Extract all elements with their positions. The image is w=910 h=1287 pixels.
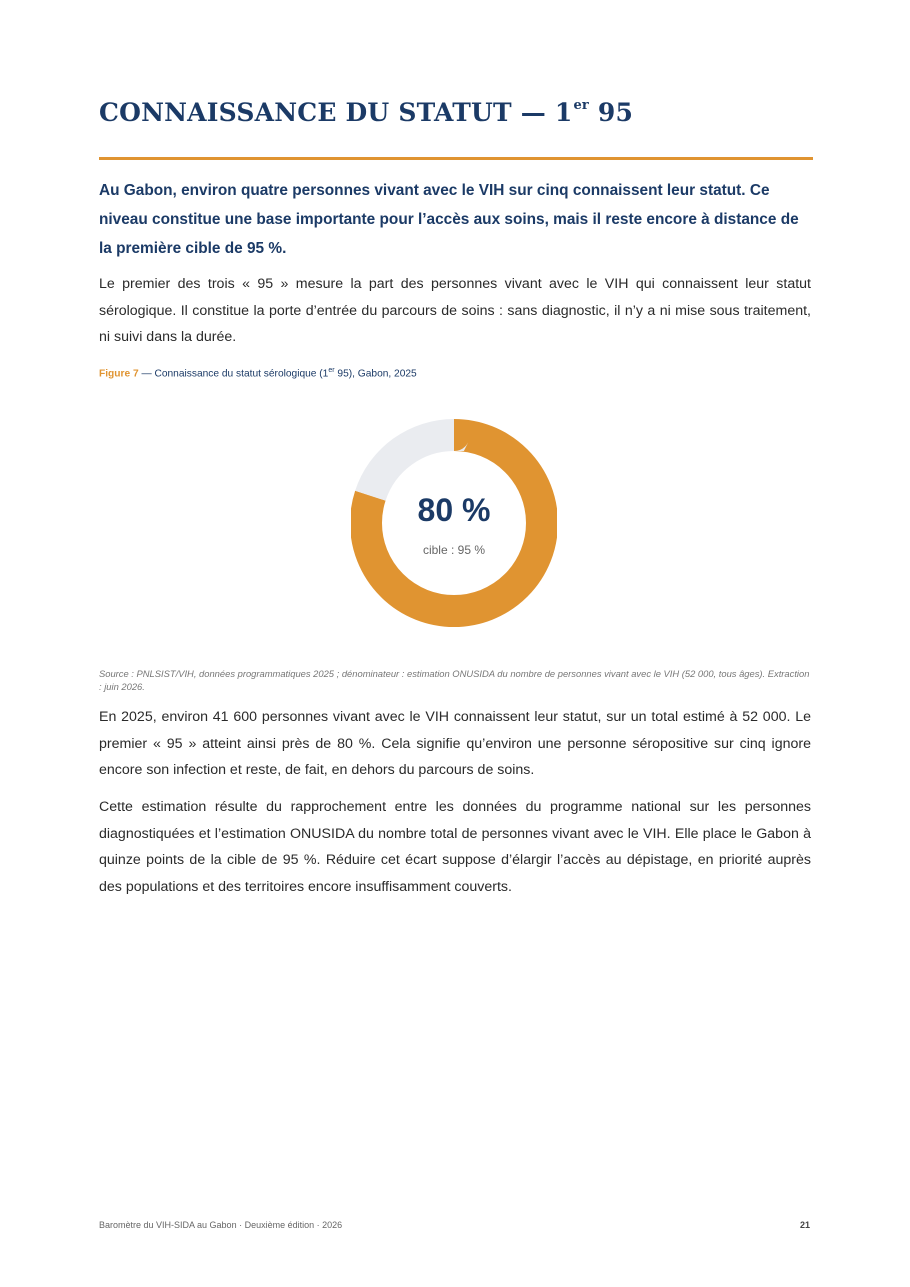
title-end: 95: [588, 98, 634, 127]
donut-center-value: 80 %: [417, 492, 491, 528]
footer-publication: Baromètre du VIH-SIDA au Gabon · Deuxième édition · 2026: [99, 1220, 343, 1230]
footer-page-number: 21: [799, 1220, 810, 1230]
page-title: [99, 98, 633, 127]
donut-center-target: cible : 95 %: [422, 543, 486, 557]
title-divider: [99, 157, 813, 160]
intro-paragraph: Le premier des trois « 95 » mesure la part des personnes vivant avec le VIH qui connaissent leur statut sérologique. Il constitue la porte d’entrée du parcours de soins : sans diagnostic, il n’y a ni mise sous traitement, ni suivi dans la durée.: [99, 276, 811, 345]
figure-number: Figure 7: [99, 368, 139, 380]
title-superscript: er: [573, 98, 589, 113]
donut-chart: [351, 418, 561, 628]
body-paragraph-2: Cette estimation résulte du rapprochement entre les données du programme national sur les personnes diagnostiquées et l’estimation ONUSIDA du nombre total de personnes vivant avec le VIH. Elle place le Gabon à quinze points de la cible de 95 %. Réduire cet écart suppose d’élargir l’accès au dépistage, en priorité auprès des populations et des territoires encore insuffisamment couverts.: [99, 799, 811, 895]
body-paragraph-1: En 2025, environ 41 600 personnes vivant avec le VIH connaissent leur statut, sur un total estimé à 52 000. Le premier « 95 » atteint ainsi près de 80 %. Cela signifie qu’environ une personne séropositive sur cinq ignore encore son infection et reste, de fait, en dehors du parcours de soins.: [99, 709, 811, 778]
figure-caption-superscript: er: [328, 367, 335, 374]
figure-source: Source : PNLSIST/VIH, données programmatiques 2025 ; dénominateur : estimation ONUSIDA du nombre de personnes vivant avec le VIH (52 000, tous âges). Extraction : juin 2026.: [99, 668, 810, 692]
title-text: CONNAISSANCE DU STATUT — 1: [99, 98, 573, 127]
figure-caption-text: — Connaissance du statut sérologique (1: [138, 368, 329, 380]
figure-caption-end: 95), Gabon, 2025: [334, 368, 417, 380]
lead-paragraph: Au Gabon, environ quatre personnes vivant avec le VIH sur cinq connaissent leur statut. Ce niveau constitue une base importante pour l’accès aux soins, mais il reste encore à distance de la première cible de 95 %.: [99, 182, 799, 257]
figure-caption: [99, 367, 417, 379]
